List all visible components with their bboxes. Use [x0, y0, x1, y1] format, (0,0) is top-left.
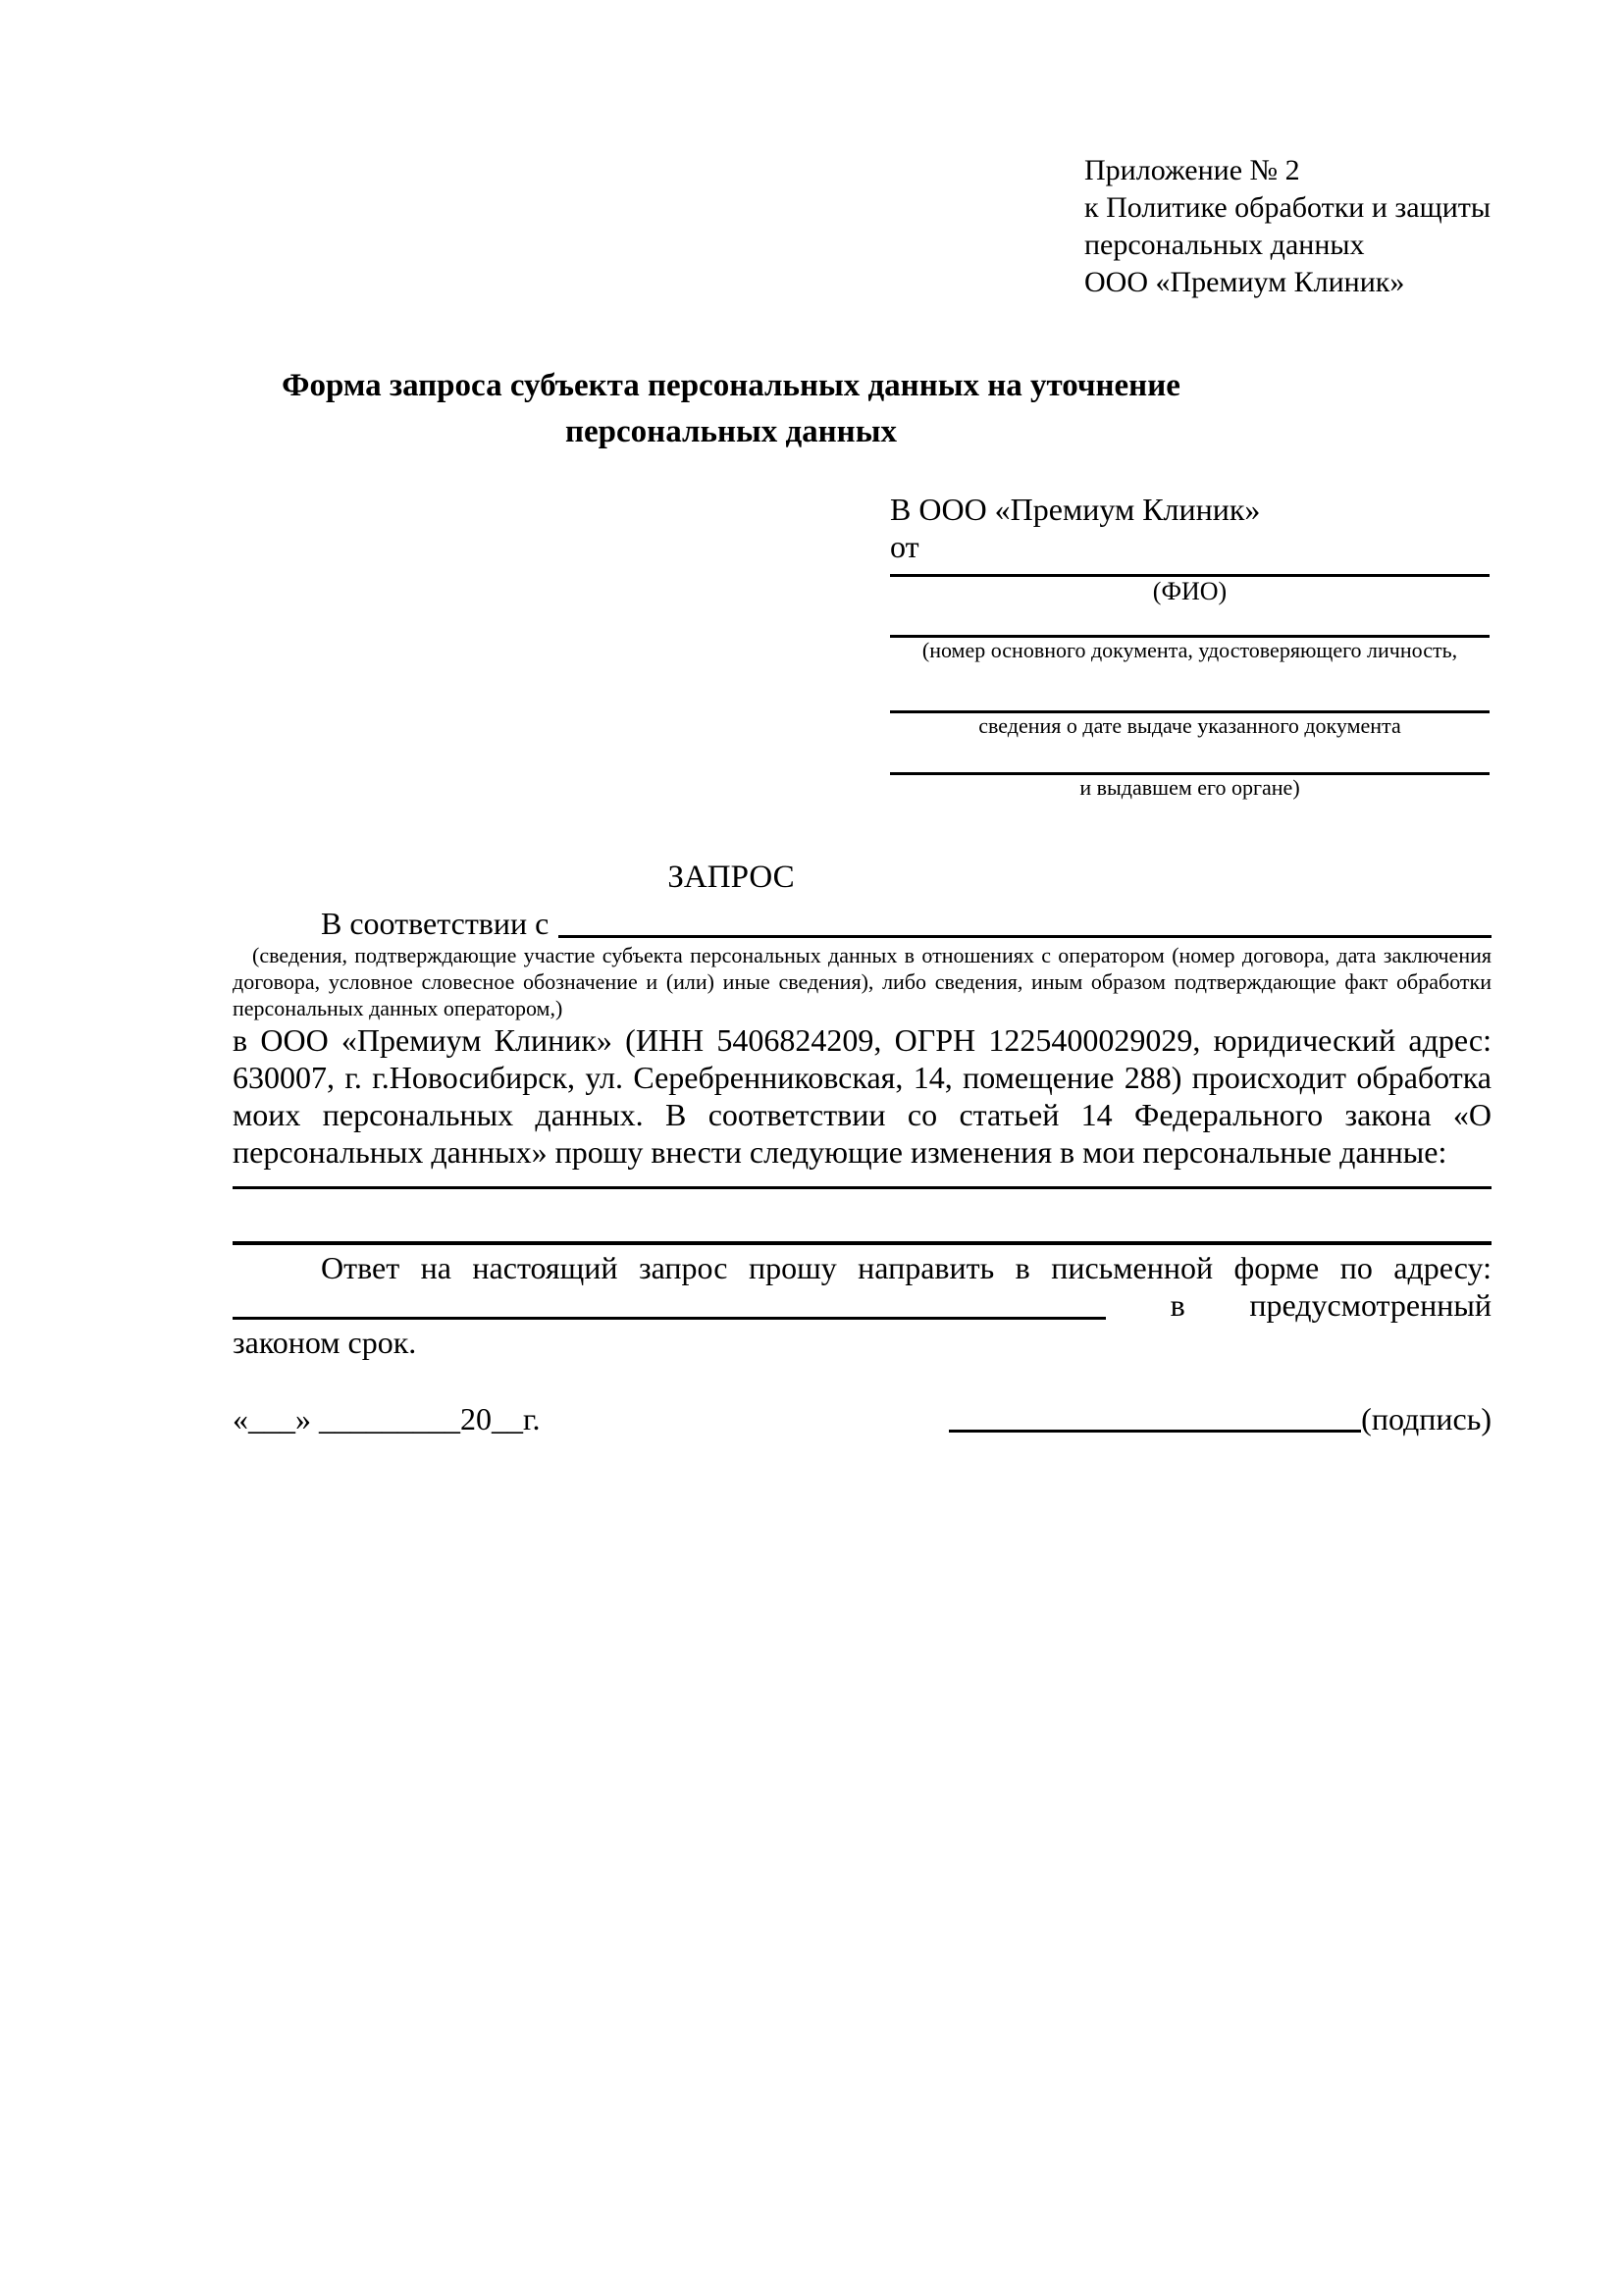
document-content	[233, 152, 1492, 1437]
addressee-block	[890, 491, 1490, 801]
blank-field-fio	[890, 574, 1490, 606]
footer-row	[233, 1400, 1492, 1437]
answer-paragraph-line-2	[233, 1286, 1492, 1324]
appendix-header	[1084, 152, 1492, 301]
signature-caption: (подпись)	[1361, 1401, 1492, 1436]
address-blank-line	[233, 1317, 1106, 1320]
answer-word-v: в	[1170, 1287, 1185, 1323]
header-line-policy: к Политике обработки и защиты	[1084, 191, 1492, 224]
accordance-line	[233, 905, 1492, 942]
caption-issuing-authority: и выдавшем его органе)	[1079, 775, 1300, 800]
date-blank: «___» _________20__г.	[233, 1401, 541, 1436]
blank-field-issue-date	[890, 710, 1490, 739]
accordance-footnote: (сведения, подтверждающие участие субъекта персональных данных в отношениях с оператором (номер договора, дата заключения договора, условное словесное обозначение и (или) иные сведения), либо сведения, иным образом подтверждающие факт обработки персональных данных оператором,)	[233, 943, 1492, 1020]
header-line-personal-data: персональных данных	[1084, 229, 1365, 261]
changes-blank-line-2	[233, 1189, 1492, 1245]
header-line-appendix-number: Приложение № 2	[1084, 154, 1300, 186]
caption-document-number: (номер основного документа, удостоверяющего личность,	[921, 638, 1458, 662]
header-line-company: ООО «Премиум Клиник»	[1084, 266, 1405, 298]
addressee-to: В ООО «Премиум Клиник»	[890, 492, 1261, 527]
request-heading: ЗАПРОС	[667, 860, 795, 895]
signature-group	[949, 1400, 1492, 1437]
caption-issue-date: сведения о дате выдаче указанного документа	[978, 713, 1401, 738]
blank-field-issuing-authority	[890, 772, 1490, 801]
answer-word-predusmotrenny: предусмотренный	[1249, 1287, 1492, 1323]
accordance-prefix: В соответствии с	[321, 906, 550, 941]
answer-paragraph-line-1: Ответ на настоящий запрос прошу направить в письменной форме по адресу:	[321, 1250, 1492, 1285]
answer-paragraph-line-3: законом срок.	[233, 1325, 417, 1360]
signature-blank-line	[949, 1430, 1361, 1433]
body-paragraph: в ООО «Премиум Клиник» (ИНН 5406824209, ОГРН 1225400029029, юридический адрес: 630007, г. г.Новосибирск, ул. Серебренниковская, 14, помещение 288) происходит обработка моих персональных данных. В соответствии со статьей 14 Федерального закона «О персональных данных» прошу внести следующие изменения в мои персональные данные:	[233, 1022, 1492, 1170]
caption-fio: (ФИО)	[1152, 577, 1228, 605]
document-title: Форма запроса субъекта персональных данных на уточнение персональных данных	[282, 368, 1180, 449]
blank-field-document-number	[890, 635, 1490, 663]
addressee-from-label: от	[890, 529, 919, 564]
accordance-blank-line	[558, 935, 1492, 938]
